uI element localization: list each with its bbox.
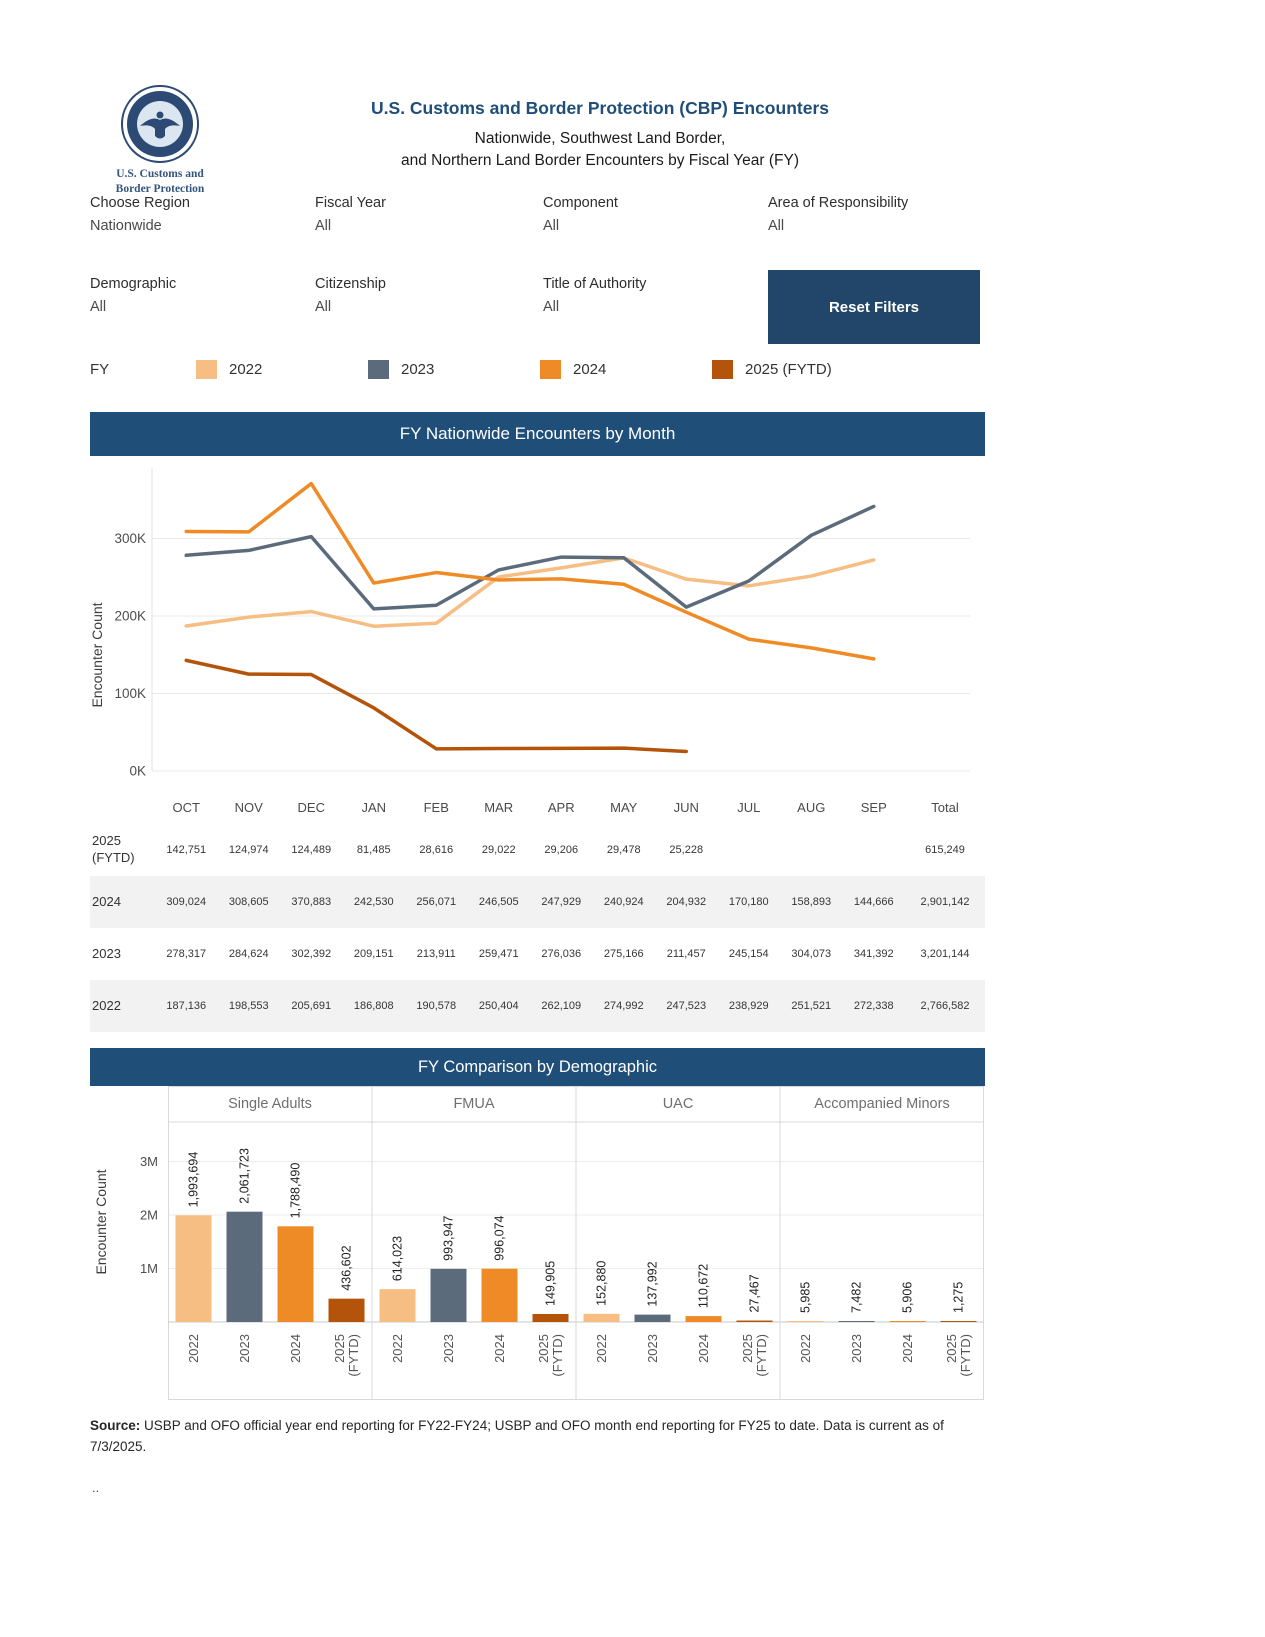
demographic-header-accompanied-minors: Accompanied Minors [814,1096,950,1112]
bar-value-label: 5,906 [900,1281,915,1313]
bar-value-label: 2,061,723 [237,1148,252,1204]
bar-fmua-2022[interactable] [380,1289,416,1322]
cell-2023-total: 3,201,144 [920,948,970,960]
row-year-label: 2022 [92,997,121,1013]
bar-x-label: 2023 [441,1334,456,1363]
filter-label: Choose Region [90,195,190,211]
cell-2023-jun: 211,457 [666,948,706,960]
bar-value-label: 614,023 [390,1235,405,1282]
cell-2024-jun: 204,932 [666,896,707,908]
table-header-row [90,790,985,824]
demographic-bar-chart [90,1086,985,1402]
cell-2023-nov: 284,624 [228,948,269,960]
filter-label: Demographic [90,276,177,292]
bar-x-label: 2024 [696,1334,711,1363]
table-body [90,824,985,1032]
line-series-2023[interactable] [186,506,874,608]
monthly-chart-title-bar: FY Nationwide Encounters by Month [90,412,985,456]
filter-label: Area of Responsibility [768,195,909,211]
bar-x-label: 2022 [390,1334,405,1363]
y-axis-title: Encounter Count [90,602,105,708]
month-column-header-nov: NOV [234,799,263,815]
table-row-2023 [90,928,985,980]
month-column-header-jul: JUL [737,799,761,815]
bar-x-label: (FYTD) [346,1334,361,1377]
legend-items [196,360,884,379]
cell-2025-fytd-may: 29,478 [606,844,641,856]
cell-2022-apr: 262,109 [541,1000,582,1012]
legend-item-label: 2022 [229,360,263,378]
bar-x-label: 2024 [492,1334,507,1363]
month-column-header-sep: SEP [860,799,887,815]
cell-2022-jun: 247,523 [666,1000,707,1012]
bar-value-label: 436,602 [339,1245,354,1291]
legend-item-2024[interactable] [540,360,712,379]
month-column-header-dec: DEC [297,799,325,815]
page-title: U.S. Customs and Border Protection (CBP) Encounters [371,98,829,118]
cell-2023-may: 275,166 [603,948,644,960]
bar-uac-2023[interactable] [635,1315,671,1322]
cell-2023-aug: 304,073 [791,948,832,960]
bar-value-label: 149,905 [543,1260,558,1306]
cell-2025-fytd-dec: 124,489 [291,844,332,856]
logo-caption-line1: U.S. Customs and [116,168,204,180]
month-column-header-oct: OCT [172,799,200,815]
bar-value-label: 137,992 [645,1261,660,1307]
monthly-encounters-line-chart [90,456,985,790]
y-tick-label: 300K [114,531,146,546]
source-label: Source: [90,1418,141,1433]
bar-value-label: 1,275 [951,1281,966,1313]
filter-value-dropdown[interactable]: Nationwide [90,218,162,234]
bar-fmua-2023[interactable] [431,1269,467,1322]
reset-filters-button[interactable]: Reset Filters [768,270,980,344]
cell-2022-feb: 190,578 [416,1000,457,1012]
cell-2024-jan: 242,530 [353,896,394,908]
cell-2024-nov: 308,605 [228,896,269,908]
cell-2022-jul: 238,929 [728,1000,769,1012]
cell-2023-jul: 245,154 [728,948,769,960]
filter-title-of-authority[interactable] [543,276,768,344]
line-series-2025-fytd[interactable] [186,660,686,751]
cell-2022-nov: 198,553 [228,1000,269,1012]
bar-accompanied-minors-2024[interactable] [890,1321,926,1322]
source-text: USBP and OFO official year end reporting for FY22-FY24; USBP and OFO month end reporting for FY25 to date. Data is current as of 7/3/2025. [90,1418,944,1454]
cbp-logo-block [95,84,225,197]
filter-value-dropdown[interactable]: All [543,299,560,315]
bar-single-adults-2024[interactable] [278,1226,314,1322]
bar-value-label: 996,074 [492,1215,507,1261]
fy-legend [90,357,985,381]
cell-2024-jul: 170,180 [728,896,769,908]
cell-2022-may: 274,992 [603,1000,644,1012]
filter-label: Component [543,195,618,211]
bar-x-label: 2025 [332,1334,347,1363]
bar-single-adults-2022[interactable] [176,1215,212,1322]
bar-fmua-2024[interactable] [482,1269,518,1322]
y-tick-label: 3M [139,1154,158,1169]
month-column-header-mar: MAR [484,799,514,815]
bar-x-label: 2025 [740,1334,755,1363]
bar-x-label: 2024 [900,1334,915,1363]
legend-item-label: 2024 [573,360,607,378]
cell-2025-fytd-jan: 81,485 [356,844,391,856]
cell-2024-sep: 144,666 [853,896,894,908]
bar-value-label: 110,672 [696,1263,711,1309]
bar-x-label: (FYTD) [754,1334,769,1377]
demographic-header-single-adults: Single Adults [228,1096,312,1112]
filter-value-dropdown[interactable]: All [768,218,785,234]
bar-x-label: 2025 [536,1334,551,1363]
demographic-chart-title-bar: FY Comparison by Demographic [90,1048,985,1086]
filters-panel [90,195,985,344]
demographic-header-uac: UAC [662,1096,694,1112]
cell-2025-fytd-feb: 28,616 [419,844,454,856]
cell-2023-dec: 302,392 [291,948,332,960]
cbp-seal-icon [120,84,200,164]
cell-2025-fytd-oct: 142,751 [166,844,207,856]
cell-2022-mar: 250,404 [478,1000,519,1012]
bar-accompanied-minors-2022[interactable] [788,1321,824,1322]
bar-x-label: (FYTD) [958,1334,973,1377]
bar-value-label: 152,880 [594,1260,609,1306]
cell-2023-feb: 213,911 [416,948,456,960]
bar-fmua-2025-fytd[interactable] [533,1314,569,1322]
bar-value-label: 993,947 [441,1215,456,1261]
cell-2024-feb: 256,071 [416,896,457,908]
cell-2022-sep: 272,338 [853,1000,894,1012]
cell-2022-aug: 251,521 [791,1000,832,1012]
source-note [90,1416,985,1458]
cell-2022-total: 2,766,582 [920,1000,970,1012]
cell-2024-dec: 370,883 [291,896,332,908]
month-column-header-may: MAY [610,799,638,815]
y-tick-label: 1M [139,1261,158,1276]
row-year-label: 2025 (FYTD) [92,833,135,865]
bar-value-label: 7,482 [849,1281,864,1313]
bar-single-adults-2025-fytd[interactable] [329,1299,365,1322]
demographic-header-fmua: FMUA [453,1096,495,1112]
cell-2023-sep: 341,392 [853,948,894,960]
bar-uac-2025-fytd[interactable] [737,1321,773,1322]
cell-2025-fytd-apr: 29,206 [544,844,579,856]
cell-2022-oct: 187,136 [166,1000,207,1012]
bar-uac-2024[interactable] [686,1316,722,1322]
table-row-2024 [90,876,985,928]
bar-x-label: 2022 [186,1334,201,1363]
row-year-label: 2023 [92,945,121,961]
filter-citizenship[interactable] [315,276,543,344]
filter-value-dropdown[interactable]: All [90,299,107,315]
legend-item-2025-fytd[interactable] [712,360,884,379]
filter-value-dropdown[interactable]: All [315,218,332,234]
bar-value-label: 5,985 [798,1281,813,1313]
total-column-header: Total [931,799,959,815]
bar-accompanied-minors-2023[interactable] [839,1321,875,1322]
bar-single-adults-2023[interactable] [227,1212,263,1322]
row-year-label: 2024 [92,893,121,909]
legend-item-2023[interactable] [368,360,540,379]
cell-2025-fytd-mar: 29,022 [481,844,516,856]
bar-x-label: 2023 [645,1334,660,1363]
legend-swatch-2025-fytd [712,360,733,379]
y-tick-label: 200K [114,608,146,624]
legend-fy-label: FY [90,360,110,378]
title-block [215,98,985,173]
filter-label: Title of Authority [543,276,647,292]
bar-x-label: 2023 [849,1334,864,1363]
filter-label: Fiscal Year [315,195,386,211]
y-tick-label: 2M [139,1207,158,1223]
filter-choose-region[interactable] [90,195,315,257]
month-column-header-aug: AUG [797,799,826,815]
cell-2024-oct: 309,024 [166,896,207,908]
table-row-2025-fytd [90,824,985,876]
cell-2023-apr: 276,036 [541,948,582,960]
monthly-encounters-table [90,790,985,1032]
legend-swatch-2022 [196,360,217,379]
bar-uac-2022[interactable] [584,1314,620,1322]
page-subtitle-line1: Nationwide, Southwest Land Border, [474,130,726,147]
logo-caption [95,167,225,197]
legend-item-2022[interactable] [196,360,368,379]
y-tick-label: 100K [114,686,146,701]
bar-x-label: 2023 [237,1334,252,1363]
month-column-header-apr: APR [547,799,575,815]
footer-dots: .. [92,1480,100,1495]
page-subtitle-line2: and Northern Land Border Encounters by Fiscal Year (FY) [400,152,800,170]
cell-2024-apr: 247,929 [541,896,582,908]
cell-2023-jan: 209,151 [353,948,394,960]
cell-2023-oct: 278,317 [166,948,207,960]
legend-item-label: 2023 [401,360,435,378]
cell-2025-fytd-jun: 25,228 [669,844,704,856]
logo-caption-line2: Border Protection [115,182,205,195]
cell-2023-mar: 259,471 [478,948,519,960]
bar-accompanied-minors-2025-fytd[interactable] [941,1321,977,1322]
cell-2024-aug: 158,893 [791,896,832,908]
bar-value-label: 1,993,694 [186,1151,201,1208]
bar-value-label: 27,467 [747,1274,762,1313]
bar-value-label: 1,788,490 [288,1162,303,1219]
filter-fiscal-year[interactable] [315,195,543,257]
legend-swatch-2024 [540,360,561,379]
legend-swatch-2023 [368,360,389,379]
y-axis-title: Encounter Count [93,1169,109,1275]
filter-component[interactable] [543,195,768,257]
month-column-header-feb: FEB [423,799,449,815]
month-column-header-jan: JAN [361,799,387,815]
cell-2024-total: 2,901,142 [920,896,970,908]
cell-2025-fytd-nov: 124,974 [228,844,269,856]
bar-x-label: (FYTD) [550,1334,565,1377]
filter-demographic[interactable] [90,276,315,344]
cell-2022-jan: 186,808 [353,1000,394,1012]
cell-2024-may: 240,924 [603,896,644,908]
filter-label: Citizenship [315,276,386,292]
cell-2024-mar: 246,505 [478,896,519,908]
cell-2022-dec: 205,691 [291,1000,332,1012]
legend-item-label: 2025 (FYTD) [745,360,832,378]
filter-value-dropdown[interactable]: All [543,218,560,234]
bar-x-label: 2025 [944,1334,959,1363]
bar-x-label: 2024 [288,1334,303,1363]
table-row-2022 [90,980,985,1032]
cell-2025-fytd-total: 615,249 [925,844,965,856]
filter-area-of-responsibility[interactable] [768,195,985,257]
month-column-header-jun: JUN [673,799,699,815]
bar-x-label: 2022 [798,1334,813,1363]
filter-value-dropdown[interactable]: All [315,299,332,315]
bar-x-label: 2022 [594,1334,609,1363]
y-tick-label: 0K [129,763,146,779]
